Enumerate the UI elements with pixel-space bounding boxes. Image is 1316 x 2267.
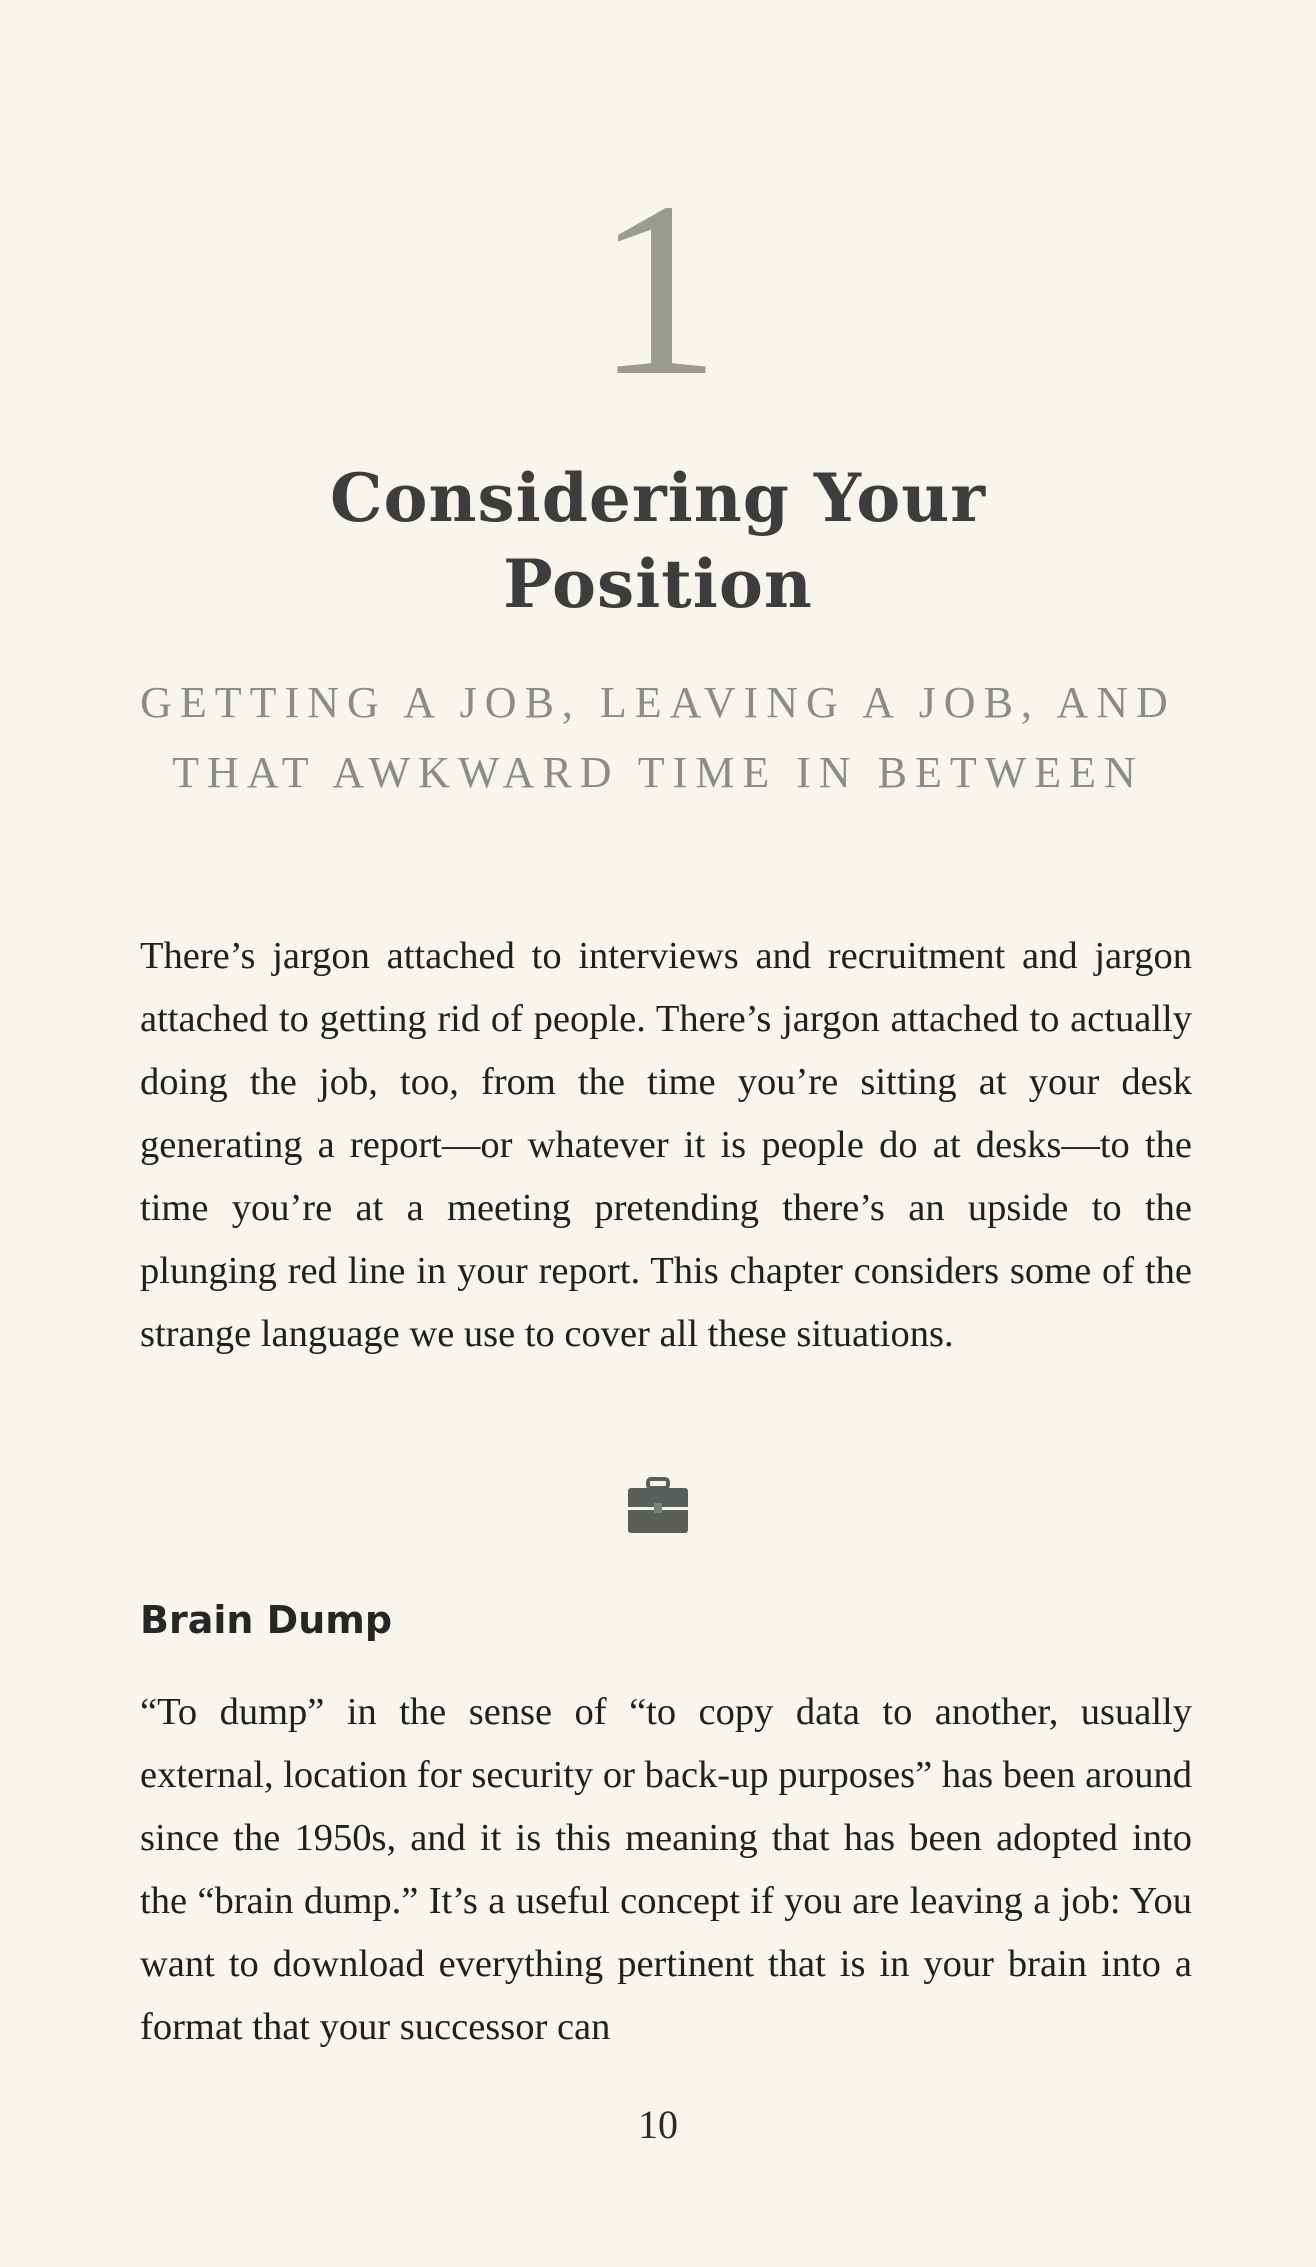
chapter-title-line-1: Considering Your xyxy=(329,459,987,537)
chapter-subtitle xyxy=(0,668,1316,808)
page-number: 10 xyxy=(638,2102,678,2147)
section-heading: Brain Dump xyxy=(140,1598,393,1642)
chapter-title xyxy=(0,455,1316,627)
chapter-subtitle-line-1: GETTING A JOB, LEAVING A JOB, AND xyxy=(140,678,1176,727)
chapter-number: 1 xyxy=(595,151,721,428)
intro-paragraph: There’s jargon attached to interviews and recruitment and jargon attached to getting rid of people. There’s jargon attached to actually doing the job, too, from the time you’re sitting at your desk generating a report—or whatever it is people do at desks—to the time you’re at a meeting pretending there’s an upside to the plunging red line in your report. This chapter considers some of the strange language we use to cover all these situations. xyxy=(140,935,1192,1355)
chapter-title-line-2: Position xyxy=(503,545,813,623)
chapter-subtitle-line-2: THAT AWKWARD TIME IN BETWEEN xyxy=(172,748,1144,797)
section-body: “To dump” in the sense of “to copy data to another, usually external, location for security or back-up purposes” has been around since the 1950s, and it is this meaning that has been adopted into the “brain dump.” It’s a useful concept if you are leaving a job: You want to download everything pertinent that is in your brain into a format that your successor can xyxy=(140,1691,1192,2048)
briefcase-icon xyxy=(626,1477,690,1535)
